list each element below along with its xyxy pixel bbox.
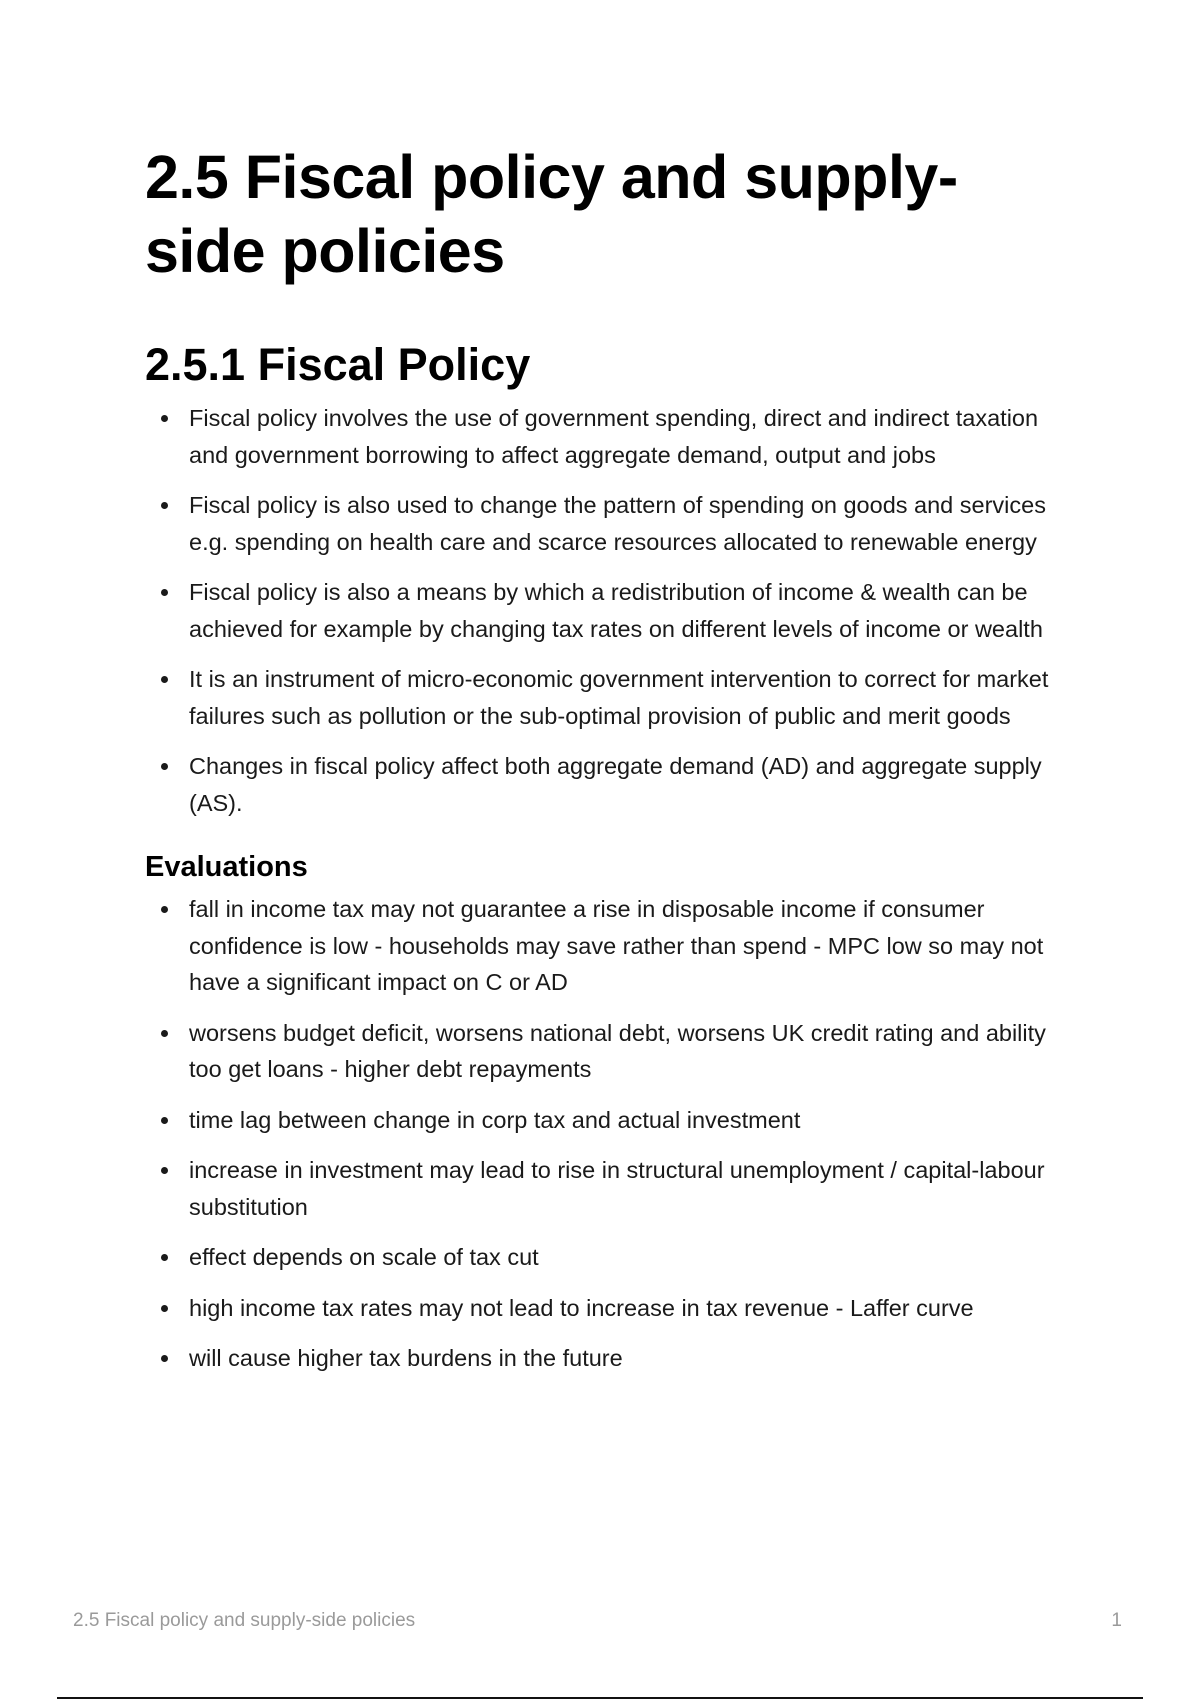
list-item	[145, 661, 1070, 734]
bullet-icon	[161, 1305, 168, 1312]
section-title: 2.5.1 Fiscal Policy	[145, 339, 531, 390]
list-item	[145, 748, 1070, 821]
page-footer	[73, 1610, 1122, 1632]
evaluations-list	[145, 891, 1070, 1377]
list-item	[145, 1015, 1070, 1088]
list-item-text: increase in investment may lead to rise in structural unemployment / capital-labour substitution	[189, 1157, 1045, 1220]
page-number: 1	[1111, 1610, 1122, 1631]
bullet-icon	[161, 1355, 168, 1362]
bullet-icon	[161, 589, 168, 596]
footer-title: 2.5 Fiscal policy and supply-side policies	[73, 1610, 416, 1631]
list-item-text: high income tax rates may not lead to increase in tax revenue - Laffer curve	[189, 1294, 974, 1321]
page-content	[145, 140, 1070, 1391]
list-item	[145, 400, 1070, 473]
bullet-icon	[161, 1117, 168, 1124]
bullet-icon	[161, 1254, 168, 1261]
list-item	[145, 1102, 1070, 1139]
bullet-icon	[161, 1030, 168, 1037]
list-item-text: time lag between change in corp tax and actual investment	[189, 1106, 801, 1133]
list-item	[145, 891, 1070, 1001]
list-item-text: worsens budget deficit, worsens national debt, worsens UK credit rating and ability too get loans - higher debt repayments	[189, 1019, 1046, 1082]
list-item-text: Fiscal policy is also used to change the pattern of spending on goods and services e.g. spending on health care and scarce resources allocated to renewable energy	[189, 492, 1046, 555]
list-item-text: fall in income tax may not guarantee a rise in disposable income if consumer confidence is low - households may save rather than spend - MPC low so may not have a significant impact on C or AD	[189, 896, 1044, 995]
list-item	[145, 1340, 1070, 1377]
bullet-icon	[161, 906, 168, 913]
list-item-text: Fiscal policy is also a means by which a redistribution of income & wealth can be achieved for example by changing tax rates on different levels of income or wealth	[189, 579, 1043, 642]
bullet-icon	[161, 502, 168, 509]
list-item-text: will cause higher tax burdens in the future	[189, 1345, 623, 1371]
list-item	[145, 1290, 1070, 1327]
list-item	[145, 574, 1070, 647]
list-item-text: It is an instrument of micro-economic government intervention to correct for market failures such as pollution or the sub-optimal provision of public and merit goods	[189, 666, 1049, 729]
fiscal-policy-list	[145, 400, 1070, 821]
bullet-icon	[161, 763, 168, 770]
bullet-icon	[161, 676, 168, 683]
footer-divider	[57, 1697, 1143, 1699]
list-item-text: Fiscal policy involves the use of government spending, direct and indirect taxation and government borrowing to affect aggregate demand, output and jobs	[189, 405, 1039, 468]
bullet-icon	[161, 415, 168, 422]
list-item	[145, 487, 1070, 560]
list-item-text: effect depends on scale of tax cut	[189, 1244, 539, 1270]
page-title: 2.5 Fiscal policy and supply-side policies	[145, 143, 958, 285]
list-item	[145, 1152, 1070, 1225]
list-item-text: Changes in fiscal policy affect both aggregate demand (AD) and aggregate supply (AS).	[189, 753, 1042, 816]
evaluations-heading: Evaluations	[145, 851, 308, 883]
list-item	[145, 1239, 1070, 1276]
bullet-icon	[161, 1167, 168, 1174]
